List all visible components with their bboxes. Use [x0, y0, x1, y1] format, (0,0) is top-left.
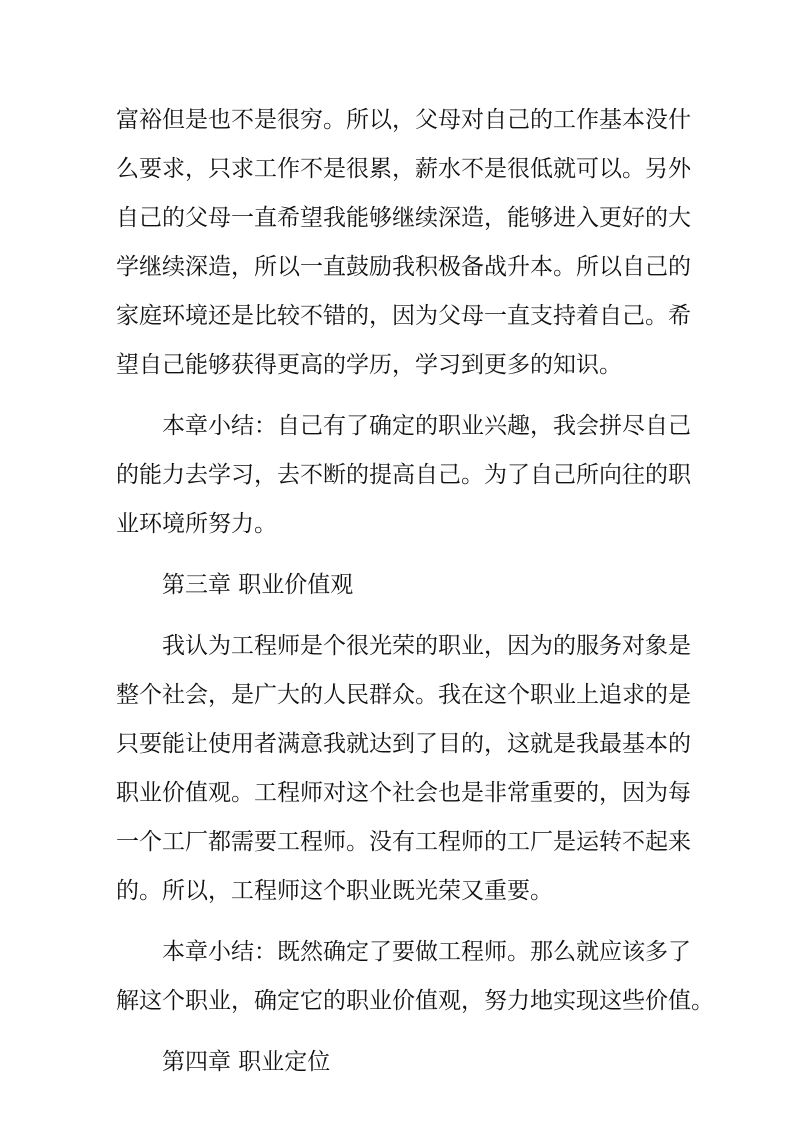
text-line: 业环境所努力。 — [116, 511, 277, 537]
text-line: 富裕但是也不是很穷。所以，父母对自己的工作基本没什 — [116, 107, 691, 133]
text-line: 解这个职业，确定它的职业价值观，努力地实现这些价值。 — [116, 988, 714, 1014]
document-body — [116, 96, 714, 1087]
text-line: 本章小结：既然确定了要做工程师。那么就应该多了 — [162, 939, 691, 965]
text-line: 本章小结：自己有了确定的职业兴趣，我会拼尽自己 — [162, 413, 691, 439]
text-line: 么要求，只求工作不是很累，薪水不是很低就可以。另外 — [116, 156, 691, 182]
text-line: 职业价值观。工程师对这个社会也是非常重要的，因为每 — [116, 780, 691, 806]
text-line: 望自己能够获得更高的学历，学习到更多的知识。 — [116, 352, 622, 378]
section-heading: 第三章 职业价值观 — [162, 572, 354, 598]
text-line: 我认为工程师是个很光荣的职业，因为的服务对象是 — [162, 633, 691, 659]
paragraph-career-values — [116, 622, 696, 916]
chapter-4-heading — [116, 1038, 696, 1087]
paragraph-family — [116, 96, 696, 390]
text-line: 一个工厂都需要工程师。没有工程师的工厂是运转不起来 — [116, 829, 691, 855]
text-line: 的。所以，工程师这个职业既光荣又重要。 — [116, 878, 553, 904]
section-heading: 第四章 职业定位 — [162, 1049, 331, 1075]
text-line: 整个社会，是广大的人民群众。我在这个职业上追求的是 — [116, 682, 691, 708]
text-line: 自己的父母一直希望我能够继续深造，能够进入更好的大 — [116, 205, 691, 231]
paragraph-chapter-3-summary — [116, 928, 714, 1026]
chapter-3-heading — [116, 561, 696, 610]
text-line: 只要能让使用者满意我就达到了目的，这就是我最基本的 — [116, 731, 691, 757]
paragraph-chapter-2-summary — [116, 402, 696, 549]
text-line: 学继续深造，所以一直鼓励我积极备战升本。所以自己的 — [116, 254, 691, 280]
text-line: 的能力去学习，去不断的提高自己。为了自己所向往的职 — [116, 462, 691, 488]
text-line: 家庭环境还是比较不错的，因为父母一直支持着自己。希 — [116, 303, 691, 329]
